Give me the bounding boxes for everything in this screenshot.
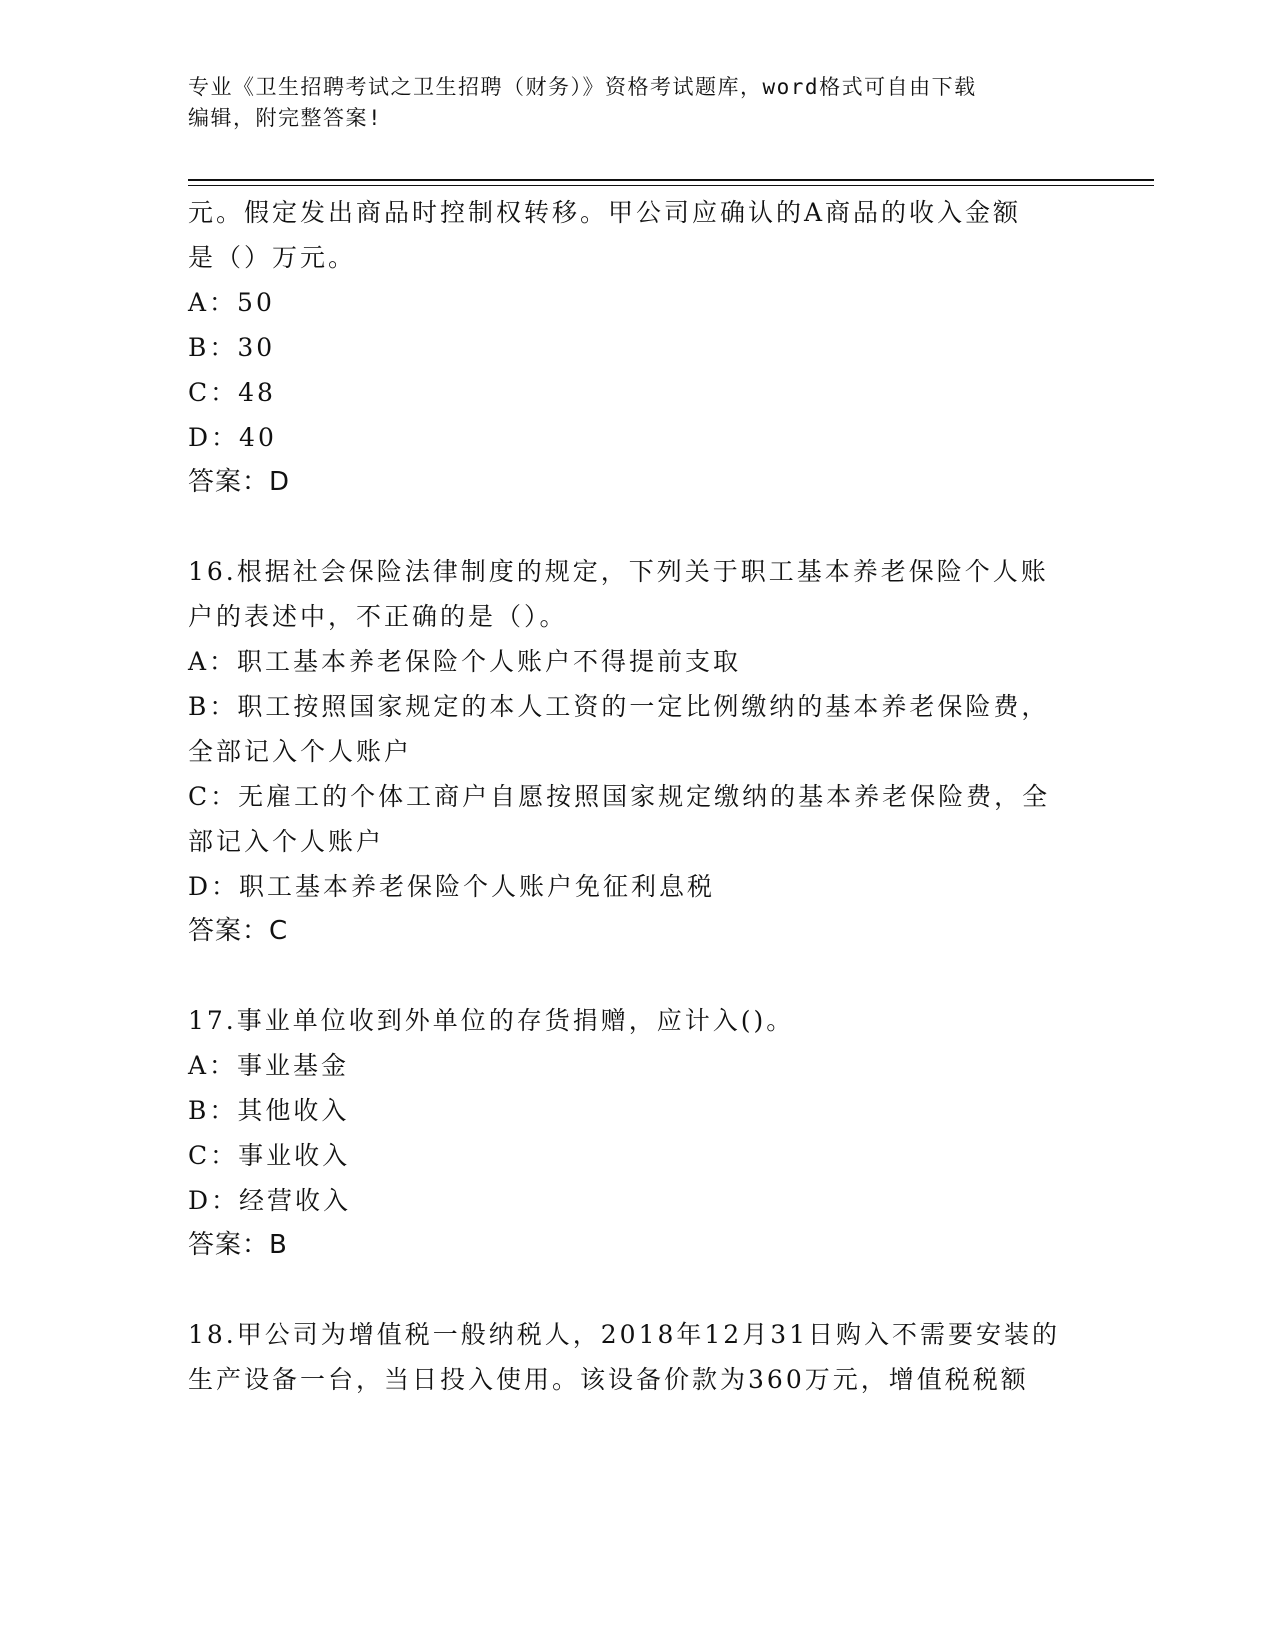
answer: 答案：C: [188, 916, 289, 946]
document-header: [188, 72, 1068, 134]
option-d: D：40: [188, 423, 277, 452]
question-stem: 16.根据社会保险法律制度的规定，下列关于职工基本养老保险个人账: [188, 557, 1049, 586]
header-line-2: 编辑，附完整答案!: [188, 106, 383, 130]
option-a: A：50: [188, 288, 275, 317]
question-15: [188, 190, 1088, 505]
question-stem: 元。假定发出商品时控制权转移。甲公司应确认的A商品的收入金额: [188, 198, 1022, 227]
answer: 答案：D: [188, 467, 291, 497]
option-d: D：经营收入: [188, 1186, 352, 1215]
option-b-continued: 全部记入个人账户: [188, 737, 413, 766]
option-d: D：职工基本养老保险个人账户免征利息税: [188, 872, 716, 901]
question-stem: 户的表述中，不正确的是（）。: [188, 602, 568, 631]
question-stem: 是（）万元。: [188, 243, 357, 272]
question-stem: 18.甲公司为增值税一般纳税人，2018年12月31日购入不需要安装的: [188, 1320, 1061, 1349]
question-stem: 生产设备一台，当日投入使用。该设备价款为360万元，增值税税额: [188, 1365, 1029, 1394]
question-16: [188, 549, 1088, 954]
header-line-1: 专业《卫生招聘考试之卫生招聘（财务）》资格考试题库，word格式可自由下载: [188, 75, 977, 99]
option-c: C：无雇工的个体工商户自愿按照国家规定缴纳的基本养老保险费，全: [188, 782, 1051, 811]
option-b: B：其他收入: [188, 1096, 350, 1125]
option-c: C：事业收入: [188, 1141, 351, 1170]
question-17: [188, 998, 1088, 1268]
question-stem: 17.事业单位收到外单位的存货捐赠，应计入()。: [188, 1006, 795, 1035]
answer: 答案：B: [188, 1230, 288, 1260]
option-c-continued: 部记入个人账户: [188, 827, 385, 856]
option-a: A：事业基金: [188, 1051, 350, 1080]
question-list: [188, 190, 1088, 1402]
header-rule-thick: [188, 179, 1154, 181]
header-rule-thin: [188, 185, 1154, 186]
option-a: A：职工基本养老保险个人账户不得提前支取: [188, 647, 742, 676]
option-b: B：30: [188, 333, 276, 362]
option-b: B：职工按照国家规定的本人工资的一定比例缴纳的基本养老保险费，: [188, 692, 1050, 721]
question-18: [188, 1312, 1088, 1402]
option-c: C：48: [188, 378, 276, 407]
